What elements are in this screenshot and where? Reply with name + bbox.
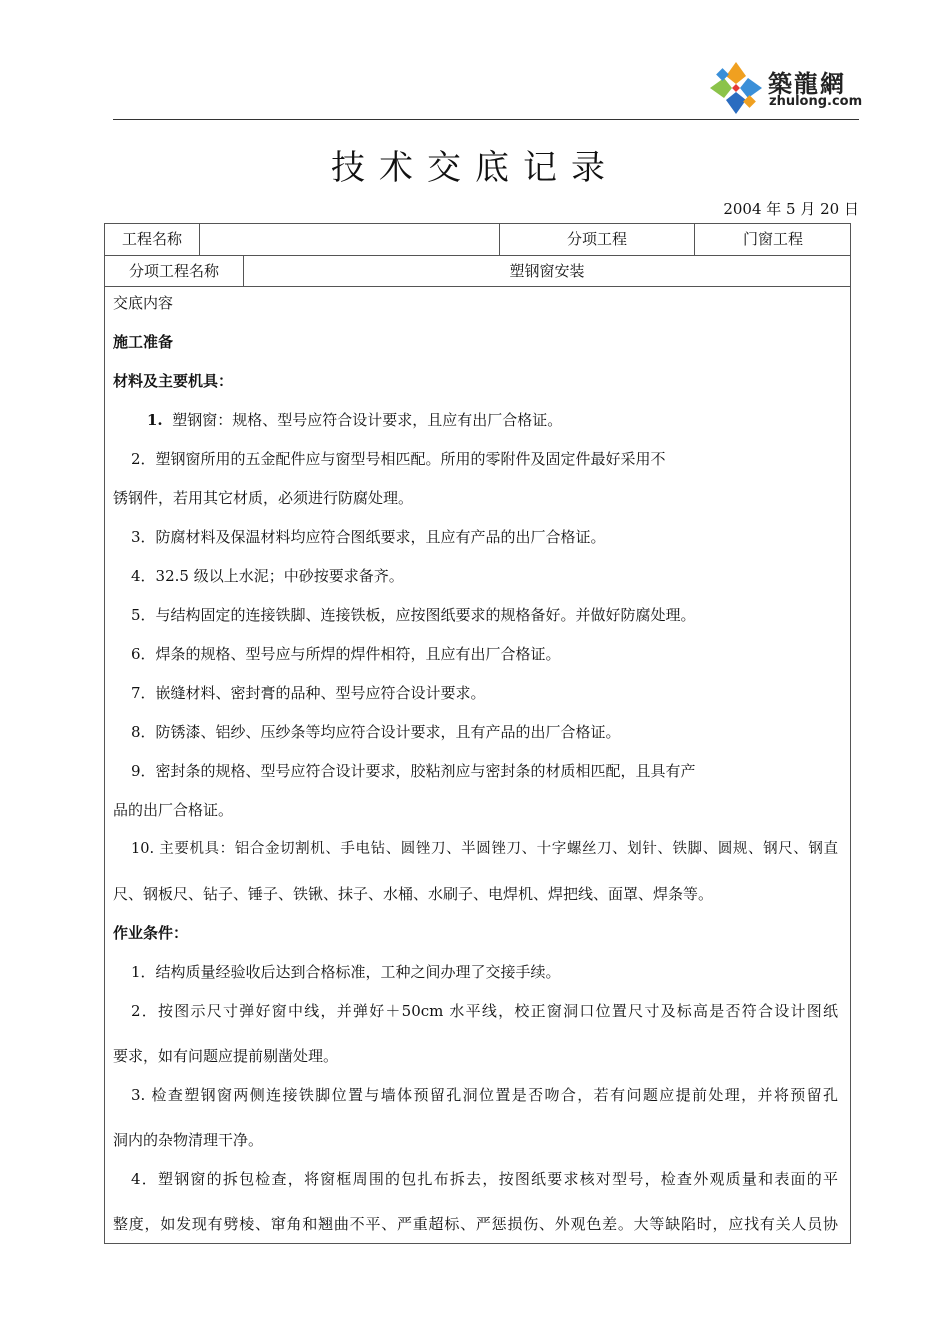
document-title: 技术交底记录 bbox=[331, 148, 619, 188]
zhulong-logo bbox=[708, 60, 868, 120]
condition-item-4-line-2: 整度，如发现有劈棱、窜角和翘曲不平、严重超标、严惩损伤、外观色差。大等缺陷时，应找有关人员协 bbox=[113, 1215, 838, 1233]
row2-bottom-line bbox=[105, 286, 850, 287]
disclosure-content bbox=[105, 288, 850, 1248]
condition-item-2-line-1: 2．按图示尺寸弹好窗中线，并弹好＋50cm 水平线，校正窗洞口位置尺寸及标高是否符合设计图纸 bbox=[131, 1002, 838, 1020]
section-work-conditions: 作业条件： bbox=[113, 924, 189, 942]
sub-project-name-label: 分项工程名称 bbox=[128, 262, 219, 280]
section-materials-tools: 材料及主要机具： bbox=[113, 372, 234, 390]
material-item-9-line-1: 9．密封条的规格、型号应符合设计要求，胶粘剂应与密封条的材质相匹配，且具有产 bbox=[131, 762, 696, 780]
project-name-value[interactable] bbox=[200, 224, 500, 255]
material-item-6: 6．焊条的规格、型号应与所焊的焊件相符，且应有出厂合格证。 bbox=[131, 645, 561, 663]
material-item-3: 3．防腐材料及保温材料均应符合图纸要求，且应有产品的出厂合格证。 bbox=[131, 528, 606, 546]
material-item-10-line-1: 10. 主要机具：铝合金切割机、手电钻、圆锉刀、半圆锉刀、十字螺丝刀、划针、铁脚、圆规、钢尺、钢直 bbox=[131, 841, 838, 857]
zhulong-logo-icon bbox=[708, 60, 764, 116]
logo-english-text: zhulong.com bbox=[769, 94, 863, 109]
material-item-9-line-2: 品的出厂合格证。 bbox=[113, 801, 234, 819]
material-item-8: 8．防锈漆、铝纱、压纱条等均应符合设计要求，且有产品的出厂合格证。 bbox=[131, 723, 621, 741]
material-item-2-line-2: 锈钢件，若用其它材质，必须进行防腐处理。 bbox=[113, 489, 414, 507]
condition-item-3-line-2: 洞内的杂物清理干净。 bbox=[113, 1131, 264, 1149]
material-item-5: 5．与结构固定的连接铁脚、连接铁板，应按图纸要求的规格备好。并做好防腐处理。 bbox=[131, 606, 696, 624]
condition-item-1: 1．结构质量经验收后达到合格标准，工种之间办理了交接手续。 bbox=[131, 963, 561, 981]
material-item-7: 7．嵌缝材料、密封膏的品种、型号应符合设计要求。 bbox=[131, 684, 486, 702]
condition-item-4-line-1: 4．塑钢窗的拆包检查，将窗框周围的包扎布拆去，按图纸要求核对型号，检查外观质量和表面的平 bbox=[131, 1170, 838, 1188]
material-item-1-text: 塑钢窗：规格、型号应符合设计要求，且应有出厂合格证。 bbox=[172, 411, 563, 429]
material-item-1-number: 1. bbox=[147, 411, 163, 429]
project-name-label: 工程名称 bbox=[121, 230, 182, 248]
record-table bbox=[104, 223, 851, 1244]
material-item-1 bbox=[113, 405, 842, 444]
material-item-2-line-1: 2．塑钢窗所用的五金配件应与窗型号相匹配。所用的零附件及固定件最好采用不 bbox=[131, 450, 666, 468]
sub-project-value: 门窗工程 bbox=[742, 230, 803, 248]
sub-project-name-value: 塑钢窗安装 bbox=[509, 262, 585, 280]
content-heading: 交底内容 bbox=[113, 294, 174, 312]
material-item-4: 4．32.5 级以上水泥；中砂按要求备齐。 bbox=[131, 567, 404, 585]
material-item-10-line-2: 尺、钢板尺、钻子、锤子、铁锹、抹子、水桶、水刷子、电焊机、焊把线、面罩、焊条等。 bbox=[113, 885, 714, 903]
logo-chinese-text: 築龍網 bbox=[768, 70, 846, 98]
condition-item-3-line-1: 3. 检查塑钢窗两侧连接铁脚位置与墙体预留孔洞位置是否吻合，若有问题应提前处理，并将预留孔 bbox=[131, 1086, 838, 1104]
condition-item-2-line-2: 要求，如有问题应提前剔凿处理。 bbox=[113, 1047, 339, 1065]
section-construction-prep: 施工准备 bbox=[113, 333, 174, 351]
document-date: 2004 年 5 月 20 日 bbox=[723, 200, 859, 218]
sub-project-label: 分项工程 bbox=[566, 230, 627, 248]
header-divider bbox=[113, 119, 859, 120]
